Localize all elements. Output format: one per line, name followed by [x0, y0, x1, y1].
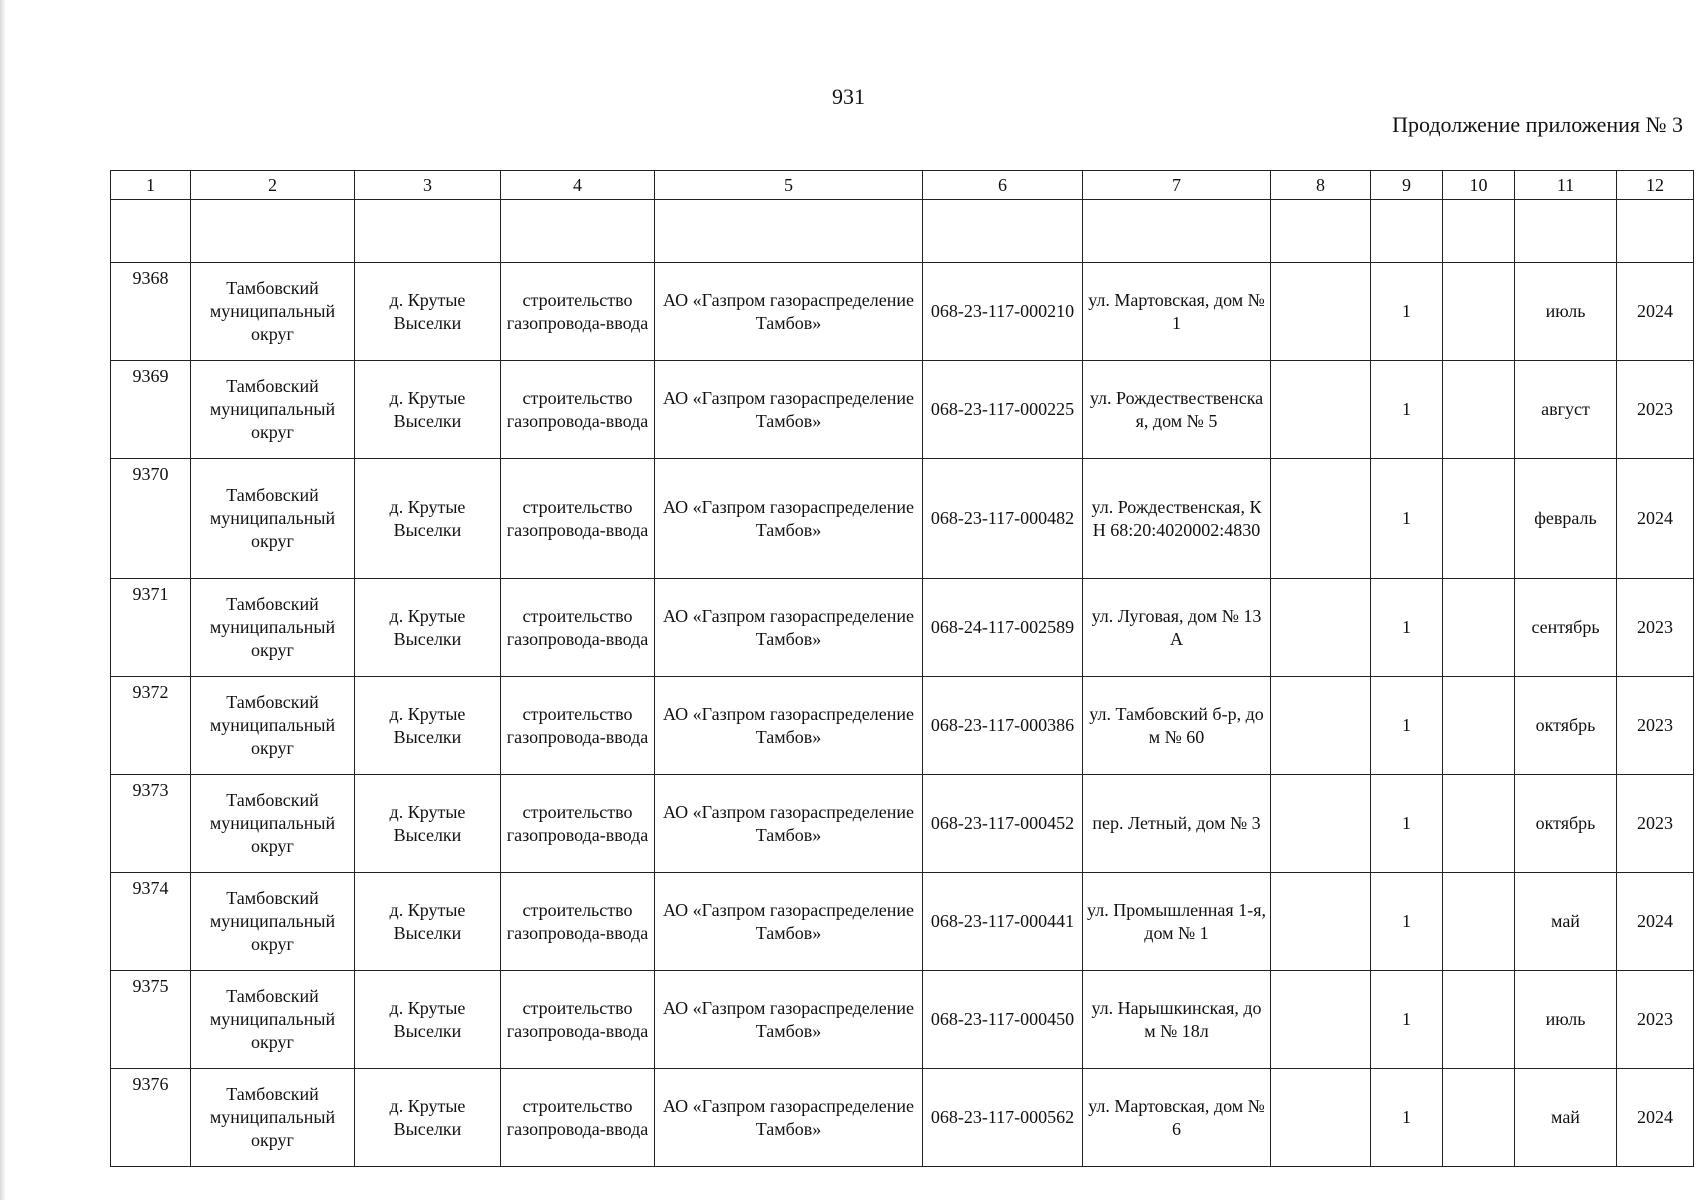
blank-cell [1443, 200, 1515, 263]
cell-work-type: строительство газопровода-ввода [501, 775, 655, 873]
cell-address: ул. Нарышкинская, дом № 18л [1083, 971, 1271, 1069]
cell-settlement: д. Крутые Выселки [355, 1069, 501, 1167]
cell-work-type: строительство газопровода-ввода [501, 677, 655, 775]
cell-district: Тамбовский муниципальный округ [191, 263, 355, 361]
blank-cell [923, 200, 1083, 263]
column-number: 5 [655, 171, 923, 200]
cell-code: 068-23-117-000441 [923, 873, 1083, 971]
cell-company: АО «Газпром газораспределение Тамбов» [655, 971, 923, 1069]
cell-code: 068-23-117-000210 [923, 263, 1083, 361]
cell-code: 068-23-117-000482 [923, 459, 1083, 579]
column-number: 1 [111, 171, 191, 200]
cell-code: 068-23-117-000450 [923, 971, 1083, 1069]
cell-year: 2023 [1617, 361, 1694, 459]
cell-work-type: строительство газопровода-ввода [501, 873, 655, 971]
cell-company: АО «Газпром газораспределение Тамбов» [655, 775, 923, 873]
cell-company: АО «Газпром газораспределение Тамбов» [655, 459, 923, 579]
cell-code: 068-23-117-000562 [923, 1069, 1083, 1167]
cell-quantity: 1 [1371, 459, 1443, 579]
cell-col10 [1443, 459, 1515, 579]
cell-company: АО «Газпром газораспределение Тамбов» [655, 361, 923, 459]
blank-cell [501, 200, 655, 263]
cell-settlement: д. Крутые Выселки [355, 579, 501, 677]
cell-settlement: д. Крутые Выселки [355, 677, 501, 775]
column-number: 8 [1271, 171, 1371, 200]
cell-number: 9375 [111, 971, 191, 1069]
cell-year: 2024 [1617, 263, 1694, 361]
blank-cell [1083, 200, 1271, 263]
cell-work-type: строительство газопровода-ввода [501, 579, 655, 677]
page-number: 931 [832, 84, 865, 109]
cell-col8 [1271, 263, 1371, 361]
cell-month: октябрь [1515, 775, 1617, 873]
column-number: 10 [1443, 171, 1515, 200]
cell-col8 [1271, 775, 1371, 873]
cell-work-type: строительство газопровода-ввода [501, 971, 655, 1069]
cell-number: 9372 [111, 677, 191, 775]
cell-col8 [1271, 361, 1371, 459]
column-number: 11 [1515, 171, 1617, 200]
column-number: 9 [1371, 171, 1443, 200]
cell-company: АО «Газпром газораспределение Тамбов» [655, 579, 923, 677]
cell-number: 9369 [111, 361, 191, 459]
cell-month: май [1515, 873, 1617, 971]
table-row [111, 677, 1694, 775]
cell-quantity: 1 [1371, 263, 1443, 361]
cell-quantity: 1 [1371, 775, 1443, 873]
cell-district: Тамбовский муниципальный округ [191, 361, 355, 459]
table-row [111, 873, 1694, 971]
cell-year: 2023 [1617, 579, 1694, 677]
cell-district: Тамбовский муниципальный округ [191, 971, 355, 1069]
cell-month: июль [1515, 263, 1617, 361]
blank-row [111, 200, 1694, 263]
cell-address: ул. Рождественская, КН 68:20:4020002:4830 [1083, 459, 1271, 579]
table-row [111, 459, 1694, 579]
cell-code: 068-23-117-000452 [923, 775, 1083, 873]
cell-address: ул. Луговая, дом № 13А [1083, 579, 1271, 677]
cell-quantity: 1 [1371, 361, 1443, 459]
table-row [111, 971, 1694, 1069]
cell-company: АО «Газпром газораспределение Тамбов» [655, 677, 923, 775]
cell-month: февраль [1515, 459, 1617, 579]
cell-col8 [1271, 971, 1371, 1069]
blank-cell [655, 200, 923, 263]
cell-month: август [1515, 361, 1617, 459]
table-row [111, 263, 1694, 361]
register-table [110, 170, 1694, 1167]
blank-cell [1617, 200, 1694, 263]
cell-address: ул. Рождествественская, дом № 5 [1083, 361, 1271, 459]
cell-year: 2023 [1617, 677, 1694, 775]
column-number: 6 [923, 171, 1083, 200]
cell-work-type: строительство газопровода-ввода [501, 361, 655, 459]
cell-district: Тамбовский муниципальный округ [191, 677, 355, 775]
table-row [111, 775, 1694, 873]
cell-settlement: д. Крутые Выселки [355, 873, 501, 971]
cell-work-type: строительство газопровода-ввода [501, 459, 655, 579]
cell-district: Тамбовский муниципальный округ [191, 775, 355, 873]
cell-col10 [1443, 1069, 1515, 1167]
column-number: 7 [1083, 171, 1271, 200]
cell-col10 [1443, 677, 1515, 775]
cell-settlement: д. Крутые Выселки [355, 775, 501, 873]
cell-code: 068-23-117-000386 [923, 677, 1083, 775]
cell-year: 2024 [1617, 1069, 1694, 1167]
cell-col8 [1271, 677, 1371, 775]
column-number: 2 [191, 171, 355, 200]
cell-company: АО «Газпром газораспределение Тамбов» [655, 263, 923, 361]
cell-settlement: д. Крутые Выселки [355, 361, 501, 459]
cell-year: 2024 [1617, 459, 1694, 579]
table-row [111, 579, 1694, 677]
cell-company: АО «Газпром газораспределение Тамбов» [655, 873, 923, 971]
table-row [111, 1069, 1694, 1167]
column-number: 12 [1617, 171, 1694, 200]
cell-settlement: д. Крутые Выселки [355, 263, 501, 361]
cell-code: 068-24-117-002589 [923, 579, 1083, 677]
cell-district: Тамбовский муниципальный округ [191, 459, 355, 579]
column-number: 3 [355, 171, 501, 200]
cell-quantity: 1 [1371, 677, 1443, 775]
column-number-row [111, 171, 1694, 200]
cell-quantity: 1 [1371, 579, 1443, 677]
cell-col10 [1443, 873, 1515, 971]
cell-district: Тамбовский муниципальный округ [191, 579, 355, 677]
scan-edge [0, 0, 6, 1200]
blank-cell [355, 200, 501, 263]
cell-month: сентябрь [1515, 579, 1617, 677]
cell-code: 068-23-117-000225 [923, 361, 1083, 459]
blank-cell [1371, 200, 1443, 263]
cell-address: ул. Мартовская, дом № 6 [1083, 1069, 1271, 1167]
cell-address: ул. Тамбовский б-р, дом № 60 [1083, 677, 1271, 775]
cell-quantity: 1 [1371, 971, 1443, 1069]
cell-number: 9376 [111, 1069, 191, 1167]
blank-cell [111, 200, 191, 263]
cell-company: АО «Газпром газораспределение Тамбов» [655, 1069, 923, 1167]
blank-cell [191, 200, 355, 263]
cell-address: ул. Промышленная 1-я, дом № 1 [1083, 873, 1271, 971]
cell-col10 [1443, 775, 1515, 873]
cell-district: Тамбовский муниципальный округ [191, 1069, 355, 1167]
cell-col10 [1443, 579, 1515, 677]
cell-month: июль [1515, 971, 1617, 1069]
cell-number: 9368 [111, 263, 191, 361]
cell-number: 9371 [111, 579, 191, 677]
cell-settlement: д. Крутые Выселки [355, 459, 501, 579]
appendix-note: Продолжение приложения № 3 [1392, 112, 1683, 137]
cell-col10 [1443, 971, 1515, 1069]
cell-col8 [1271, 579, 1371, 677]
cell-number: 9370 [111, 459, 191, 579]
cell-number: 9374 [111, 873, 191, 971]
cell-work-type: строительство газопровода-ввода [501, 1069, 655, 1167]
cell-month: октябрь [1515, 677, 1617, 775]
column-number: 4 [501, 171, 655, 200]
cell-address: ул. Мартовская, дом № 1 [1083, 263, 1271, 361]
blank-cell [1271, 200, 1371, 263]
cell-year: 2023 [1617, 775, 1694, 873]
blank-cell [1515, 200, 1617, 263]
cell-settlement: д. Крутые Выселки [355, 971, 501, 1069]
table-row [111, 361, 1694, 459]
cell-number: 9373 [111, 775, 191, 873]
cell-year: 2024 [1617, 873, 1694, 971]
cell-col10 [1443, 263, 1515, 361]
cell-month: май [1515, 1069, 1617, 1167]
cell-col8 [1271, 459, 1371, 579]
cell-quantity: 1 [1371, 873, 1443, 971]
cell-col8 [1271, 1069, 1371, 1167]
cell-col10 [1443, 361, 1515, 459]
cell-work-type: строительство газопровода-ввода [501, 263, 655, 361]
cell-quantity: 1 [1371, 1069, 1443, 1167]
cell-year: 2023 [1617, 971, 1694, 1069]
cell-col8 [1271, 873, 1371, 971]
cell-district: Тамбовский муниципальный округ [191, 873, 355, 971]
cell-address: пер. Летный, дом № 3 [1083, 775, 1271, 873]
